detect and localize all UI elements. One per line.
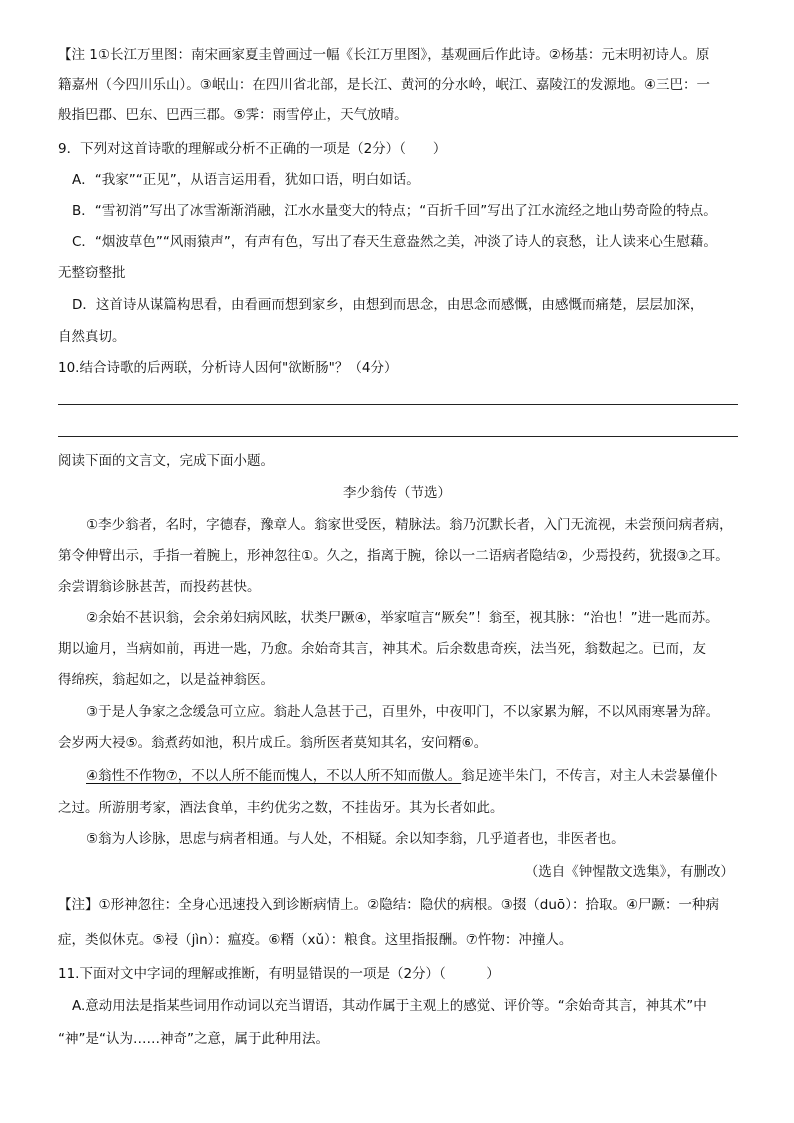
passage-paragraph: 期以逾月，当病如前，再进一匙，乃愈。余始奇其言，神其术。后余数患奇疾，法当死，翁数起之。已而，友 bbox=[58, 641, 706, 657]
question-9-stem: 9．下列对这首诗歌的理解或分析不正确的一项是（2分）（ ） bbox=[58, 141, 447, 157]
answer-line[interactable] bbox=[58, 404, 738, 405]
option-a: A.意动用法是指某些词用作动词以充当谓语，其动作属于主观上的感觉、评价等。“余始奇其言，神其术”中 bbox=[72, 998, 707, 1014]
passage-paragraph: 会岁两大祲⑤。翁煮药如池，积片成丘。翁所医者莫知其名，安问糈⑥。 bbox=[58, 735, 488, 751]
answer-line[interactable] bbox=[58, 436, 738, 437]
underlined-sentence: ④翁性不作物⑦，不以人所不能而愧人，不以人所不知而傲人。 bbox=[86, 768, 462, 784]
option-d: D．这首诗从谋篇构思看，由看画而想到家乡，由想到而思念，由思念而感慨，由感慨而痛楚，层层加深， bbox=[72, 297, 704, 313]
note-line: 般指巴郡、巴东、巴西三郡。⑤霁：雨雪停止，天气放晴。 bbox=[58, 107, 408, 123]
note-line: 【注 1①长江万里图：南宋画家夏圭曾画过一幅《长江万里图》，基观画后作此诗。②杨基：元末明初诗人。原 bbox=[58, 47, 710, 63]
passage-paragraph: 之过。所游朋考家，酒法食单，丰约优劣之数，不挂齿牙。其为长者如此。 bbox=[58, 800, 504, 816]
passage-paragraph: ③于是人争家之念缓急可立应。翁赴人急甚于己，百里外，中夜叩门，不以家累为解，不以风雨寒暑为辞。 bbox=[86, 704, 720, 720]
passage-paragraph: ①李少翁者，名时，字德春，豫章人。翁家世受医，精脉法。翁乃沉默长者，入门无流视，未尝预问病者病， bbox=[86, 517, 733, 533]
note-line: 籍嘉州（今四川乐山）。③岷山：在四川省北部，是长江、黄河的分水岭，岷江、嘉陵江的发源地。④三巴：一 bbox=[58, 77, 710, 93]
passage-text: 翁足迹半朱门，不传言，对主人未尝暴僮仆 bbox=[461, 768, 718, 784]
option-a: A．“我家”“正见”，从语言运用看，犹如口语，明白如话。 bbox=[72, 172, 420, 188]
passage-paragraph: 得绵疾，翁起如之，以是益神翁医。 bbox=[58, 672, 274, 688]
option-d-continued: 自然真切。 bbox=[58, 329, 126, 345]
passage-paragraph: ②余始不甚识翁，会余弟妇病风眩，状类尸蹶④，举家喧言“厥矣”！翁至，视其脉：“治也！”进一匙而苏。 bbox=[86, 610, 719, 626]
passage-paragraph: ⑤翁为人诊脉，思虑与病者相通。与人处，不相疑。余以知李翁，几乎道者也，非医者也。 bbox=[86, 831, 625, 847]
option-b: B．“雪初消”写出了冰雪渐渐消融，江水水量变大的特点；“百折千回”写出了江水流经之地山势奇险的特点。 bbox=[72, 203, 717, 219]
option-c-continued: 无整窃整批 bbox=[58, 265, 126, 281]
passage-source: （选自《钟惺散文选集》，有删改） bbox=[524, 864, 734, 880]
passage-paragraph: 第令伸臂出示，手指一着腕上，形神忽往①。久之，指离于腕，徐以一二语病者隐结②，少焉投药，犹掇③之耳。 bbox=[58, 548, 729, 564]
option-c: C．“烟波草色”“风雨猿声”，有声有色，写出了春天生意盎然之美，冲淡了诗人的哀愁，让人读来心生慰藉。 bbox=[72, 234, 717, 250]
passage-paragraph bbox=[86, 766, 776, 786]
reading-intro: 阅读下面的文言文，完成下面小题。 bbox=[58, 453, 274, 469]
option-a-continued: “神”是“认为……神奇”之意，属于此种用法。 bbox=[58, 1031, 329, 1047]
question-10-stem: 10.结合诗歌的后两联，分析诗人因何"欲断肠"？（4分） bbox=[58, 360, 398, 376]
passage-notes: 【注】①形神忽往：全身心迅速投入到诊断病情上。②隐结：隐伏的病根。③掇（duō）：拾取。④尸蹶：一种病 bbox=[58, 897, 720, 913]
passage-title: 李少翁传（节选） bbox=[343, 485, 451, 501]
passage-paragraph: 余尝谓翁诊脉甚苦，而投药甚快。 bbox=[58, 579, 261, 595]
question-11-stem: 11.下面对文中字词的理解或推断，有明显错误的一项是（2分）（ ） bbox=[58, 966, 500, 982]
passage-notes: 症，类似休克。⑤祲（jìn）：瘟疫。⑥糈（xǔ）：粮食。这里指报酬。⑦忤物：冲撞人。 bbox=[58, 932, 573, 948]
